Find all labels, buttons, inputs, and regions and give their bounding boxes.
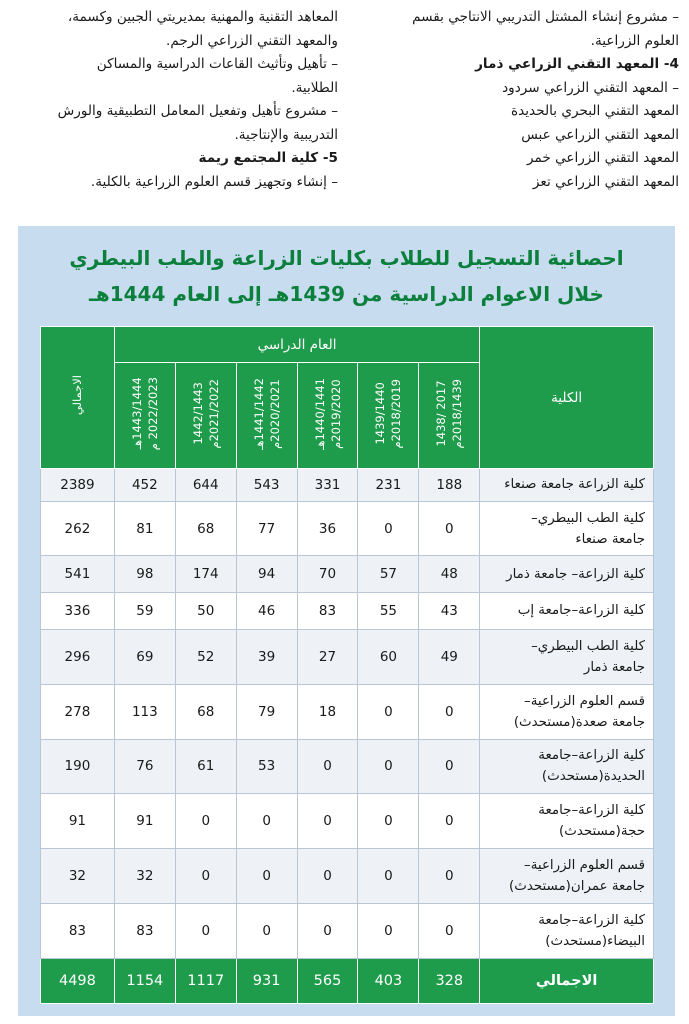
value-cell: 0 xyxy=(297,904,358,959)
year-header-text: 1440/1441هـ 2019/2020م xyxy=(312,377,343,450)
enrollment-table-wrapper xyxy=(40,326,654,1004)
totals-label: الاجمالي xyxy=(480,959,654,1004)
value-cell: 48 xyxy=(419,556,480,593)
text-line: والمعهد التقني الزراعي الرجم. xyxy=(166,32,338,49)
year-header-text: 1442/1443 2021/2022م xyxy=(190,378,221,449)
value-cell: 18 xyxy=(297,684,358,739)
total-value-cell: 565 xyxy=(297,959,358,1004)
value-cell: 0 xyxy=(419,904,480,959)
text-line: 5- كلية المجتمع ريمة xyxy=(198,150,338,166)
row-total-cell: 83 xyxy=(41,904,115,959)
table-row xyxy=(41,904,654,959)
college-name-cell: قسم العلوم الزراعية– جامعة عمران(مستحدث) xyxy=(480,849,654,904)
value-cell: 49 xyxy=(419,629,480,684)
value-cell: 61 xyxy=(175,739,236,794)
year-header xyxy=(114,363,175,469)
table-row xyxy=(41,684,654,739)
text-line: – إنشاء وتجهيز قسم العلوم الزراعية بالكلية. xyxy=(90,173,338,190)
value-cell: 77 xyxy=(236,501,297,556)
table-title-line1: احصائية التسجيل للطلاب بكليات الزراعة والطب البيطري xyxy=(69,246,624,270)
college-name-cell: كلية الطب البيطري– جامعة صنعاء xyxy=(480,501,654,556)
text-line: التدريبية والإنتاجية. xyxy=(234,126,338,143)
row-total-cell: 296 xyxy=(41,629,115,684)
value-cell: 0 xyxy=(358,904,419,959)
college-name-cell: كلية الزراعة–جامعة إب xyxy=(480,593,654,630)
row-total-cell: 541 xyxy=(41,556,115,593)
value-cell: 0 xyxy=(419,501,480,556)
value-cell: 0 xyxy=(419,849,480,904)
total-value-cell: 403 xyxy=(358,959,419,1004)
value-cell: 76 xyxy=(114,739,175,794)
left-text-column xyxy=(11,6,338,220)
table-title xyxy=(18,240,675,312)
value-cell: 644 xyxy=(175,469,236,502)
total-value-cell: 328 xyxy=(419,959,480,1004)
row-total-cell: 336 xyxy=(41,593,115,630)
grand-total-cell: 4498 xyxy=(41,959,115,1004)
text-line: العلوم الزراعية. xyxy=(590,32,679,49)
value-cell: 0 xyxy=(358,794,419,849)
row-total-cell: 278 xyxy=(41,684,115,739)
value-cell: 0 xyxy=(175,904,236,959)
value-cell: 543 xyxy=(236,469,297,502)
table-row xyxy=(41,629,654,684)
value-cell: 0 xyxy=(358,849,419,904)
article-text xyxy=(10,6,679,220)
value-cell: 81 xyxy=(114,501,175,556)
table-row xyxy=(41,556,654,593)
text-line: المعهد التقني الزراعي عبس xyxy=(521,126,679,143)
year-header xyxy=(419,363,480,469)
text-line: المعهد التقني البحري بالحديدة xyxy=(511,103,679,119)
text-line: المعهد التقني الزراعي تعز xyxy=(532,173,679,190)
value-cell: 94 xyxy=(236,556,297,593)
text-line: – مشروع تأهيل وتفعيل المعامل التطبيقية والورش xyxy=(57,103,338,119)
table-row xyxy=(41,501,654,556)
row-total-cell: 262 xyxy=(41,501,115,556)
text-line: المعهد التقني الزراعي خمر xyxy=(527,150,679,166)
value-cell: 68 xyxy=(175,684,236,739)
value-cell: 0 xyxy=(236,904,297,959)
year-header xyxy=(358,363,419,469)
value-cell: 50 xyxy=(175,593,236,630)
value-cell: 452 xyxy=(114,469,175,502)
value-cell: 91 xyxy=(114,794,175,849)
college-name-cell: كلية الزراعة جامعة صنعاء xyxy=(480,469,654,502)
value-cell: 0 xyxy=(358,684,419,739)
year-header xyxy=(175,363,236,469)
value-cell: 60 xyxy=(358,629,419,684)
total-column-header xyxy=(41,327,115,469)
college-name-cell: قسم العلوم الزراعية– جامعة صعدة(مستحدث) xyxy=(480,684,654,739)
value-cell: 57 xyxy=(358,556,419,593)
value-cell: 0 xyxy=(358,739,419,794)
value-cell: 331 xyxy=(297,469,358,502)
value-cell: 188 xyxy=(419,469,480,502)
year-header-text: 2017 /1438 2018/1439م xyxy=(434,378,465,449)
total-value-cell: 1117 xyxy=(175,959,236,1004)
text-line: – تأهيل وتأثيث القاعات الدراسية والمساكن xyxy=(96,56,338,72)
year-header-text: 1441/1442هـ 2020/2021م xyxy=(251,377,282,450)
year-header xyxy=(297,363,358,469)
value-cell: 83 xyxy=(297,593,358,630)
value-cell: 174 xyxy=(175,556,236,593)
value-cell: 0 xyxy=(175,849,236,904)
text-line: – المعهد التقني الزراعي سردود xyxy=(502,79,679,96)
row-total-cell: 190 xyxy=(41,739,115,794)
row-total-cell: 2389 xyxy=(41,469,115,502)
value-cell: 0 xyxy=(419,739,480,794)
total-value-cell: 1154 xyxy=(114,959,175,1004)
table-row xyxy=(41,739,654,794)
value-cell: 0 xyxy=(297,794,358,849)
college-column-header: الكلية xyxy=(480,327,654,469)
value-cell: 83 xyxy=(114,904,175,959)
value-cell: 113 xyxy=(114,684,175,739)
value-cell: 79 xyxy=(236,684,297,739)
table-row xyxy=(41,469,654,502)
college-name-cell: كلية الزراعة–جامعة حجة(مستحدث) xyxy=(480,794,654,849)
value-cell: 98 xyxy=(114,556,175,593)
statistics-panel xyxy=(18,226,675,1016)
text-line: المعاهد التقنية والمهنية بمديريتي الجبين وكسمة، xyxy=(67,9,338,25)
value-cell: 70 xyxy=(297,556,358,593)
value-cell: 55 xyxy=(358,593,419,630)
value-cell: 32 xyxy=(114,849,175,904)
table-title-line2: خلال الاعوام الدراسية من 1439هـ إلى العام 1444هـ xyxy=(89,282,604,306)
college-name-cell: كلية الطب البيطري– جامعة ذمار xyxy=(480,629,654,684)
row-total-cell: 91 xyxy=(41,794,115,849)
value-cell: 46 xyxy=(236,593,297,630)
right-text-column xyxy=(352,6,679,220)
value-cell: 0 xyxy=(236,794,297,849)
value-cell: 0 xyxy=(419,684,480,739)
value-cell: 69 xyxy=(114,629,175,684)
value-cell: 27 xyxy=(297,629,358,684)
value-cell: 68 xyxy=(175,501,236,556)
table-row xyxy=(41,794,654,849)
value-cell: 0 xyxy=(297,849,358,904)
value-cell: 52 xyxy=(175,629,236,684)
college-name-cell: كلية الزراعة–جامعة الحديدة(مستحدث) xyxy=(480,739,654,794)
value-cell: 36 xyxy=(297,501,358,556)
value-cell: 59 xyxy=(114,593,175,630)
text-line: 4- المعهد التقني الزراعي ذمار xyxy=(475,56,679,72)
table-row xyxy=(41,849,654,904)
total-column-header-text: الاجمالي xyxy=(70,375,85,416)
total-value-cell: 931 xyxy=(236,959,297,1004)
row-total-cell: 32 xyxy=(41,849,115,904)
text-line: الطلابية. xyxy=(291,79,338,96)
value-cell: 0 xyxy=(358,501,419,556)
value-cell: 0 xyxy=(419,794,480,849)
year-header-text: 1443/1444هـ 2022/2023 م xyxy=(129,376,160,451)
college-name-cell: كلية الزراعة– جامعة ذمار xyxy=(480,556,654,593)
value-cell: 43 xyxy=(419,593,480,630)
totals-row xyxy=(41,959,654,1004)
value-cell: 0 xyxy=(175,794,236,849)
year-group-header: العام الدراسي xyxy=(114,327,479,363)
value-cell: 231 xyxy=(358,469,419,502)
year-header-text: 1439/1440 2018/2019م xyxy=(373,378,404,449)
college-name-cell: كلية الزراعة–جامعة البيضاء(مستحدث) xyxy=(480,904,654,959)
text-line: – مشروع إنشاء المشتل التدريبي الانتاجي بقسم xyxy=(412,9,679,25)
table-row xyxy=(41,593,654,630)
value-cell: 0 xyxy=(297,739,358,794)
value-cell: 39 xyxy=(236,629,297,684)
enrollment-table xyxy=(40,326,654,1004)
year-header xyxy=(236,363,297,469)
value-cell: 0 xyxy=(236,849,297,904)
value-cell: 53 xyxy=(236,739,297,794)
